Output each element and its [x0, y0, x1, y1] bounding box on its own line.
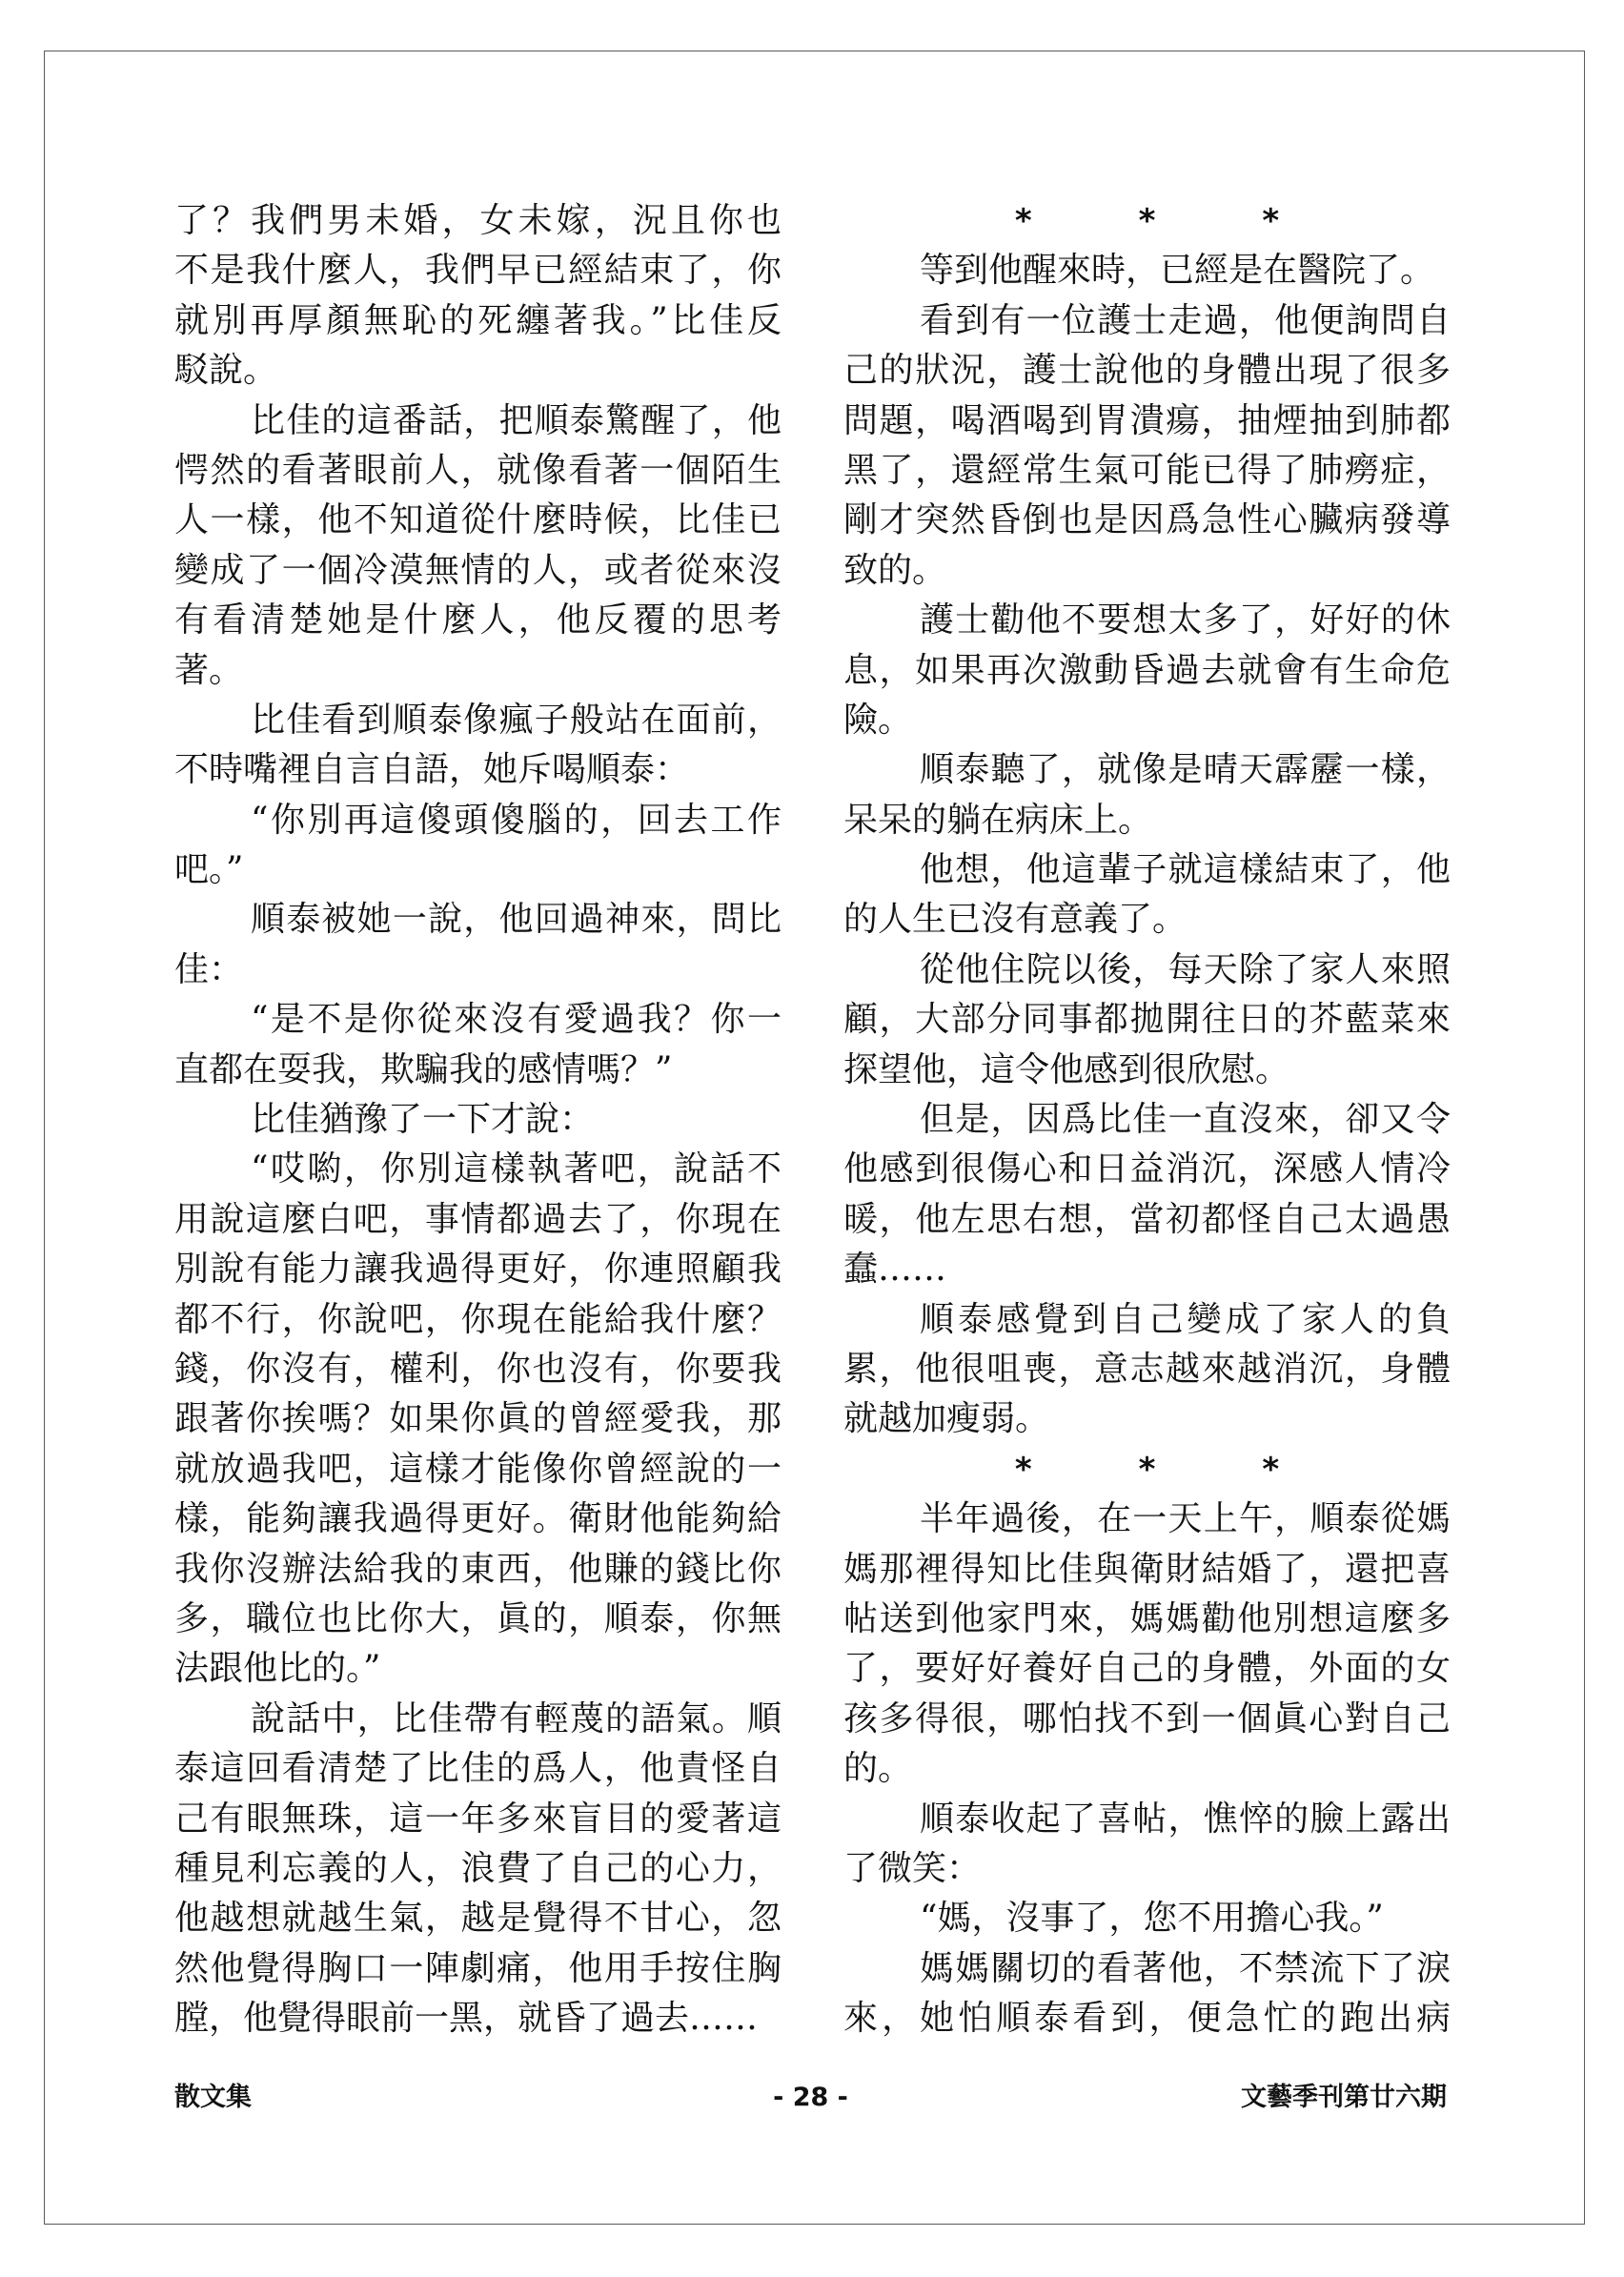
- paragraph: [174, 196, 782, 396]
- text-line: 顧，大部分同事都拋開往日的芥藍菜來: [843, 1000, 1451, 1040]
- text-line: 黑了，還經常生氣可能已得了肺癆症，: [843, 450, 1451, 490]
- section-separator: [843, 196, 1451, 246]
- separator-asterisk: *: [1138, 202, 1156, 241]
- text-line: 駁說。: [174, 351, 278, 391]
- paragraph: [843, 1295, 1451, 1445]
- text-line: 探望他，這令他感到很欣慰。: [843, 1049, 1290, 1089]
- text-line: 順泰收起了喜帖，憔悴的臉上露出: [920, 1799, 1451, 1839]
- text-line: 半年過後，在一天上午，順泰從媽: [920, 1499, 1451, 1539]
- separator-asterisk: *: [1262, 202, 1280, 241]
- text-line: 蠢……: [843, 1250, 947, 1290]
- text-line: 別說有能力讓我過得更好，你連照顧我: [174, 1250, 782, 1290]
- text-line: 累，他很咀喪，意志越來越消沉，身體: [843, 1349, 1451, 1389]
- text-line: 他想，他這輩子就這樣結束了，他: [920, 850, 1451, 890]
- text-line: 就越加瘦弱。: [843, 1399, 1050, 1439]
- text-line: 了，要好好養好自己的身體，外面的女: [843, 1649, 1451, 1689]
- text-line: 的人生已沒有意義了。: [843, 900, 1188, 940]
- text-line: 樣，能夠讓我過得更好。衛財他能夠給: [174, 1499, 782, 1539]
- text-line: 致的。: [843, 550, 947, 590]
- paragraph: [843, 1095, 1451, 1295]
- text-line: 然他覺得胸口一陣劇痛，他用手按住胸: [174, 1948, 782, 1988]
- text-line: 多，職位也比你大，眞的，順泰，你無: [174, 1598, 782, 1638]
- text-line: 他越想就越生氣，越是覺得不甘心，忽: [174, 1899, 782, 1939]
- text-line: 他感到很傷心和日益消沉，深感人情冷: [843, 1149, 1451, 1189]
- paragraph: [843, 246, 1451, 295]
- text-line: 剛才突然昏倒也是因爲急性心臟病發導: [843, 500, 1451, 540]
- text-line: 人一樣，他不知道從什麼時候，比佳已: [174, 500, 782, 540]
- text-line: 己有眼無珠，這一年多來盲目的愛著這: [174, 1799, 782, 1839]
- text-line: 直都在耍我，欺騙我的感情嗎？”: [174, 1049, 673, 1089]
- text-line: 了？我們男未婚，女未嫁，況且你也: [174, 201, 782, 240]
- separator-asterisk: *: [1262, 1450, 1280, 1489]
- text-line: 了微笑：: [843, 1848, 982, 1888]
- text-line: 孩多得很，哪怕找不到一個眞心對自己: [843, 1698, 1451, 1738]
- text-line: 媽那裡得知比佳與衛財結婚了，還把喜: [843, 1549, 1451, 1589]
- text-line: 順泰聽了，就像是晴天霹靂一樣，: [920, 750, 1451, 790]
- separator-asterisk: *: [1014, 202, 1032, 241]
- paragraph: [174, 995, 782, 1095]
- text-column-left: [174, 196, 782, 2043]
- text-line: 比佳的這番話，把順泰驚醒了，他: [251, 400, 782, 440]
- text-line: “你別再這傻頭傻腦的，回去工作: [251, 800, 782, 840]
- text-line: 息，如果再次激動昏過去就會有生命危: [843, 650, 1451, 690]
- separator-asterisk: *: [1138, 1450, 1156, 1489]
- text-line: 順泰被她一說，他回過神來，問比: [251, 900, 782, 940]
- paragraph: [843, 1494, 1451, 1794]
- page-number: - 28 -: [773, 2083, 848, 2112]
- paragraph: [843, 845, 1451, 945]
- page-footer: [174, 2082, 1447, 2114]
- paragraph: [174, 696, 782, 796]
- text-line: 己的狀況，護士說他的身體出現了很多: [843, 351, 1451, 391]
- text-line: 不時嘴裡自言自語，她斥喝順泰：: [174, 750, 690, 790]
- text-line: “媽，沒事了，您不用擔心我。”: [920, 1899, 1384, 1939]
- text-column-right: [843, 196, 1451, 2043]
- text-line: 變成了一個冷漠無情的人，或者從來沒: [174, 550, 782, 590]
- text-line: 錢，你沒有，權利，你也沒有，你要我: [174, 1349, 782, 1389]
- footer-publication-title: 文藝季刊第廿六期: [1241, 2083, 1447, 2112]
- text-line: 比佳看到順泰像瘋子般站在面前，: [251, 700, 782, 740]
- paragraph: [843, 1795, 1451, 1895]
- paragraph: [843, 1944, 1451, 2044]
- text-line: 順泰感覺到自己變成了家人的負: [920, 1299, 1451, 1339]
- text-line: 吧。”: [174, 850, 244, 890]
- paragraph: [843, 745, 1451, 845]
- paragraph: [843, 596, 1451, 745]
- text-line: 呆呆的躺在病床上。: [843, 800, 1153, 840]
- paragraph: [174, 396, 782, 696]
- text-line: 問題，喝酒喝到胃潰瘍，抽煙抽到肺都: [843, 400, 1451, 440]
- text-line: 護士勸他不要想太多了，好好的休: [920, 600, 1451, 640]
- text-line: 愕然的看著眼前人，就像看著一個陌生: [174, 450, 782, 490]
- text-line: 說話中，比佳帶有輕蔑的語氣。順: [251, 1698, 782, 1738]
- separator-asterisk: *: [1014, 1450, 1032, 1489]
- paragraph: [174, 1695, 782, 2044]
- text-line: 媽媽關切的看著他，不禁流下了淚: [920, 1948, 1451, 1988]
- paragraph: [174, 1095, 782, 1145]
- text-line: “哎喲，你別這樣執著吧，說話不: [251, 1149, 782, 1189]
- paragraph: [174, 796, 782, 896]
- paragraph: [174, 895, 782, 995]
- paragraph: [843, 296, 1451, 596]
- text-line: 等到他醒來時，已經是在醫院了。: [920, 251, 1435, 291]
- footer-section-title: 散文集: [174, 2083, 252, 2112]
- text-line: 就放過我吧，這樣才能像你曾經說的一: [174, 1449, 782, 1489]
- text-line: 我你沒辦法給我的東西，他賺的錢比你: [174, 1549, 782, 1589]
- text-line: 有看清楚她是什麼人，他反覆的思考: [174, 600, 782, 640]
- text-line: 膛，他覺得眼前一黑，就昏了過去……: [174, 1999, 759, 2039]
- section-separator: [843, 1445, 1451, 1494]
- text-line: 都不行，你說吧，你現在能給我什麼？: [174, 1299, 782, 1339]
- paragraph: [843, 945, 1451, 1095]
- text-line: 泰這回看清楚了比佳的爲人，他責怪自: [174, 1749, 782, 1789]
- text-line: 跟著你挨嗎？如果你眞的曾經愛我，那: [174, 1399, 782, 1439]
- paragraph: [843, 1894, 1451, 1943]
- text-line: 佳：: [174, 949, 244, 989]
- text-line: 用說這麼白吧，事情都過去了，你現在: [174, 1199, 782, 1239]
- text-line: 來，她怕順泰看到，便急忙的跑出病: [843, 1999, 1451, 2039]
- text-line: 從他住院以後，每天除了家人來照: [920, 949, 1451, 989]
- text-line: 的。: [843, 1749, 913, 1789]
- text-line: 著。: [174, 650, 244, 690]
- text-line: 種見利忘義的人，浪費了自己的心力，: [174, 1848, 782, 1888]
- text-line: 帖送到他家門來，媽媽勸他別想這麼多: [843, 1598, 1451, 1638]
- text-line: 比佳猶豫了一下才說：: [251, 1100, 595, 1140]
- text-line: “是不是你從來沒有愛過我？你一: [251, 1000, 782, 1040]
- text-line: 險。: [843, 700, 913, 740]
- paragraph: [174, 1145, 782, 1694]
- text-line: 看到有一位護士走過，他便詢問自: [920, 300, 1451, 340]
- text-line: 法跟他比的。”: [174, 1649, 381, 1689]
- text-line: 暖，他左思右想，當初都怪自己太過愚: [843, 1199, 1451, 1239]
- text-line: 不是我什麼人，我們早已經結束了，你: [174, 251, 782, 291]
- text-line: 就別再厚顏無恥的死纏著我。”比佳反: [174, 300, 782, 340]
- text-line: 但是，因爲比佳一直沒來，卻又令: [920, 1100, 1451, 1140]
